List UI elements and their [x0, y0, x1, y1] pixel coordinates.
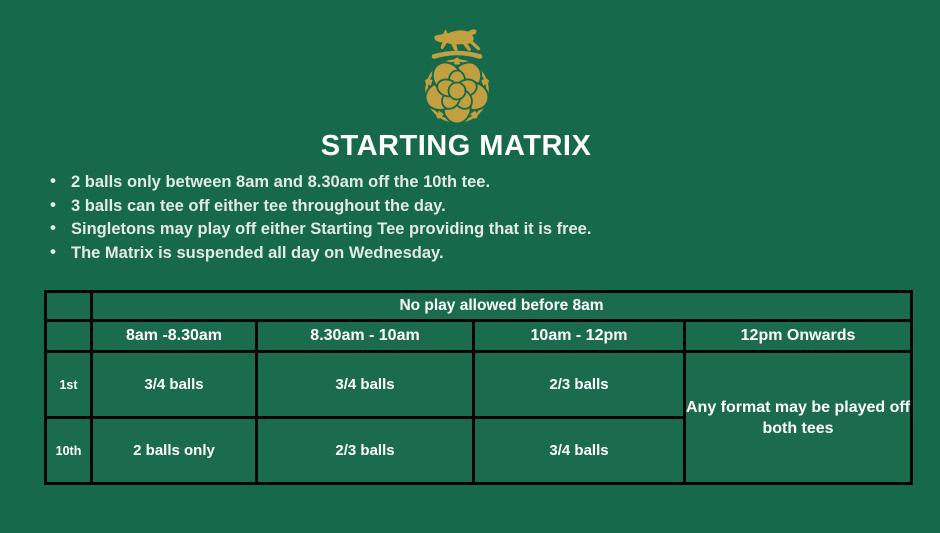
matrix-cell: 3/4 balls	[92, 352, 257, 418]
tee-row-1st	[46, 352, 912, 418]
wreath-icon	[434, 53, 480, 57]
rule-text: The Matrix is suspended all day on Wednesday.	[71, 243, 444, 262]
page-title: STARTING MATRIX	[320, 130, 592, 162]
banner-cell: No play allowed before 8am	[92, 292, 912, 321]
starting-matrix-table	[44, 290, 913, 485]
time-header-row	[46, 321, 912, 352]
matrix-cell: 2/3 balls	[474, 352, 685, 418]
time-header-8am-830am: 8am -8.30am	[92, 321, 257, 352]
rose-icon	[422, 57, 492, 124]
tee-label-10th: 10th	[46, 418, 92, 484]
rule-item	[48, 220, 591, 238]
corner-cell	[46, 292, 92, 321]
rule-text: 2 balls only between 8am and 8.30am off the 10th tee.	[71, 173, 491, 191]
matrix-cell: 3/4 balls	[257, 352, 474, 418]
rule-item	[48, 173, 591, 191]
matrix-cell: 3/4 balls	[474, 418, 685, 484]
rule-item	[48, 197, 591, 215]
any-format-merged-cell: Any format may be played off both tees	[685, 352, 912, 484]
time-header-830am-10am: 8.30am - 10am	[257, 321, 474, 352]
matrix-cell: 2/3 balls	[257, 418, 474, 484]
rules-list	[48, 173, 591, 267]
tee-label-1st: 1st	[46, 352, 92, 418]
club-crest-logo	[401, 24, 513, 126]
rule-item	[48, 244, 591, 262]
matrix-cell: 2 balls only	[92, 418, 257, 484]
time-header-12pm-onwards: 12pm Onwards	[685, 321, 912, 352]
rule-text: 3 balls can tee off either tee throughout the day.	[71, 196, 446, 215]
banner-row	[46, 292, 912, 321]
rule-text: Singletons may play off either Starting Tee providing that it is free.	[71, 220, 592, 238]
boar-icon	[434, 29, 480, 51]
corner-cell	[46, 321, 92, 352]
time-header-10am-12pm: 10am - 12pm	[474, 321, 685, 352]
